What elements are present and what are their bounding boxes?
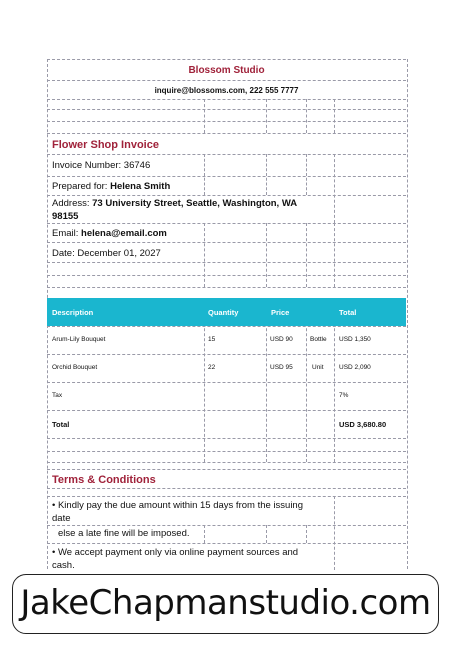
rule <box>47 451 406 452</box>
total-value: USD 3,680.80 <box>339 420 387 429</box>
col-rule <box>204 223 205 287</box>
rule <box>47 262 406 263</box>
terms-line2: else a late fine will be imposed. <box>58 528 190 539</box>
company-contact: inquire@blossoms.com, 222 555 7777 <box>154 86 299 95</box>
col-rule <box>266 154 267 195</box>
terms-line3: • We accept payment only via online payment sources and <box>52 547 299 558</box>
row2-price: USD 95 <box>270 364 293 371</box>
address-value: 73 University Street, Seattle, Washington, WA <box>92 198 298 209</box>
terms-line1-cont: date <box>52 513 71 524</box>
invoice-number: Invoice Number: 36746 <box>52 160 151 171</box>
row1-total: USD 1,350 <box>339 336 371 343</box>
invoice-title: Flower Shop Invoice <box>52 139 159 151</box>
invoice-date: Date: December 01, 2027 <box>52 248 161 259</box>
col-rule <box>334 154 335 223</box>
row2-description: Orchid Bouquet <box>52 364 98 371</box>
address-zip: 98155 <box>52 211 79 222</box>
rule <box>47 275 406 276</box>
rule <box>47 438 406 439</box>
tax-label: Tax <box>52 392 63 399</box>
rule <box>47 525 406 526</box>
company-name: Blossom Studio <box>188 65 265 76</box>
address-line <box>52 198 297 209</box>
col-rule <box>334 496 335 570</box>
rule <box>47 326 406 327</box>
watermark-banner <box>12 574 439 634</box>
rule <box>47 287 406 288</box>
email-value: helena@email.com <box>81 228 167 239</box>
row2-unit: Unit <box>312 364 324 371</box>
terms-line1: • Kindly pay the due amount within 15 days from the issuing <box>52 500 303 511</box>
col-rule <box>334 223 335 287</box>
col-rule <box>204 154 205 195</box>
email-label: Email: <box>52 228 82 239</box>
watermark-text: JakeChapmanstudio.com <box>20 583 431 623</box>
rule <box>47 109 406 110</box>
rule <box>47 195 406 196</box>
rule <box>47 382 406 383</box>
rule <box>47 462 406 463</box>
col-rule <box>266 525 267 543</box>
prepared-label: Prepared for: <box>52 181 111 192</box>
col-rule <box>204 99 205 133</box>
terms-line3-cont: cash. <box>52 560 75 571</box>
col-rule <box>306 99 307 133</box>
rule <box>47 121 406 122</box>
row1-unit: Bottle <box>310 336 327 343</box>
rule <box>47 496 406 497</box>
header-quantity: Quantity <box>208 308 239 317</box>
header-total: Total <box>339 308 357 317</box>
rule <box>47 176 406 177</box>
rule <box>47 99 406 100</box>
rule <box>47 133 406 134</box>
row1-price: USD 90 <box>270 336 293 343</box>
col-rule <box>306 154 307 195</box>
table-header <box>47 298 406 326</box>
row1-description: Arum-Lily Bouquet <box>52 336 106 343</box>
rule <box>47 242 406 243</box>
rule <box>47 469 406 470</box>
tax-value: 7% <box>339 392 349 399</box>
rule <box>47 223 406 224</box>
rule <box>47 410 406 411</box>
col-rule <box>266 223 267 287</box>
row2-quantity: 22 <box>208 364 216 371</box>
col-rule <box>204 525 205 543</box>
terms-title: Terms & Conditions <box>52 474 156 486</box>
row2-total: USD 2,090 <box>339 364 371 371</box>
rule <box>47 154 406 155</box>
email-line <box>52 228 167 239</box>
col-rule <box>334 99 335 133</box>
address-label: Address: <box>52 198 93 209</box>
rule <box>47 354 406 355</box>
row1-quantity: 15 <box>208 336 216 343</box>
total-label: Total <box>52 420 70 429</box>
rule <box>47 488 406 489</box>
prepared-name: Helena Smith <box>110 181 171 192</box>
col-rule <box>306 525 307 543</box>
header-description: Description <box>52 308 94 317</box>
prepared-for <box>52 181 170 192</box>
header-price: Price <box>271 308 290 317</box>
col-rule <box>306 223 307 287</box>
rule <box>47 543 406 544</box>
rule <box>47 80 406 81</box>
rule <box>47 59 406 60</box>
col-rule <box>266 99 267 133</box>
